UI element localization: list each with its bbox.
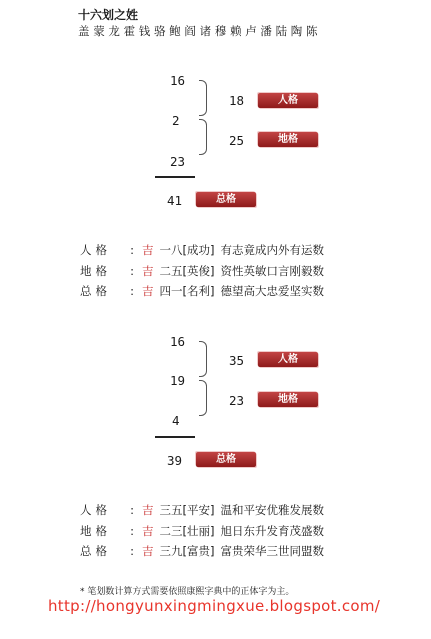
sum-line (155, 436, 195, 438)
result-colon: : (130, 243, 134, 257)
result-description: 有志竟成内外有运数 (220, 243, 324, 257)
result-row (80, 242, 324, 258)
result-row (80, 283, 324, 299)
blog-url-watermark: http://hongyunxingmingxue.blogspot.com/ (48, 597, 381, 615)
surname-list: 盖蒙龙霍钱骆鲍阎诸穆赖卢潘陆陶陈 (78, 24, 322, 38)
luck-mark: 吉 (142, 503, 154, 517)
number-code: 三五[平安] (159, 503, 215, 517)
result-colon: : (130, 544, 134, 558)
result-row (80, 523, 324, 539)
ren-value: 35 (229, 353, 245, 368)
number-code: 一八[成功] (159, 243, 215, 257)
luck-mark: 吉 (142, 544, 154, 558)
luck-mark: 吉 (142, 524, 154, 538)
di-tag: 地格 (258, 392, 318, 407)
total-tag: 总格 (196, 452, 256, 467)
result-row (80, 502, 324, 518)
ren-bracket (199, 80, 207, 116)
stroke-number-2: 2 (172, 113, 180, 128)
result-row (80, 543, 324, 559)
result-description: 温和平安优雅发展数 (220, 503, 324, 517)
stroke-number-1: 16 (170, 334, 186, 349)
total-value: 39 (167, 453, 183, 468)
ren-value: 18 (229, 93, 245, 108)
di-tag: 地格 (258, 132, 318, 147)
di-bracket (199, 119, 207, 155)
di-value: 25 (229, 133, 245, 148)
number-code: 四一[名利] (159, 284, 215, 298)
result-colon: : (130, 264, 134, 278)
sum-line (155, 176, 195, 178)
page-title: 十六划之姓 (78, 8, 139, 22)
result-description: 资性英敏口言刚毅数 (220, 264, 324, 278)
luck-mark: 吉 (142, 243, 154, 257)
result-label: 人格 (80, 243, 111, 257)
ren-tag: 人格 (258, 93, 318, 108)
result-colon: : (130, 524, 134, 538)
result-row (80, 263, 324, 279)
total-tag: 总格 (196, 192, 256, 207)
di-value: 23 (229, 393, 245, 408)
result-description: 德望高大忠爱坚实数 (220, 284, 324, 298)
number-code: 三九[富贵] (159, 544, 215, 558)
result-label: 总格 (80, 544, 111, 558)
footnote: * 笔划数计算方式需要依照康熙字典中的正体字为主。 (80, 587, 295, 597)
luck-mark: 吉 (142, 284, 154, 298)
stroke-number-3: 23 (170, 154, 186, 169)
stroke-number-1: 16 (170, 73, 186, 88)
luck-mark: 吉 (142, 264, 154, 278)
result-label: 总格 (80, 284, 111, 298)
stroke-number-3: 4 (172, 413, 180, 428)
result-colon: : (130, 284, 134, 298)
result-colon: : (130, 503, 134, 517)
di-bracket (199, 380, 207, 416)
result-label: 地格 (80, 524, 111, 538)
ren-tag: 人格 (258, 352, 318, 367)
total-value: 41 (167, 193, 183, 208)
result-label: 地格 (80, 264, 111, 278)
result-description: 富贵荣华三世同盟数 (220, 544, 324, 558)
result-description: 旭日东升发育茂盛数 (220, 524, 324, 538)
stroke-number-2: 19 (170, 373, 186, 388)
number-code: 二三[壮丽] (159, 524, 215, 538)
number-code: 二五[英俊] (159, 264, 215, 278)
ren-bracket (199, 341, 207, 377)
result-label: 人格 (80, 503, 111, 517)
